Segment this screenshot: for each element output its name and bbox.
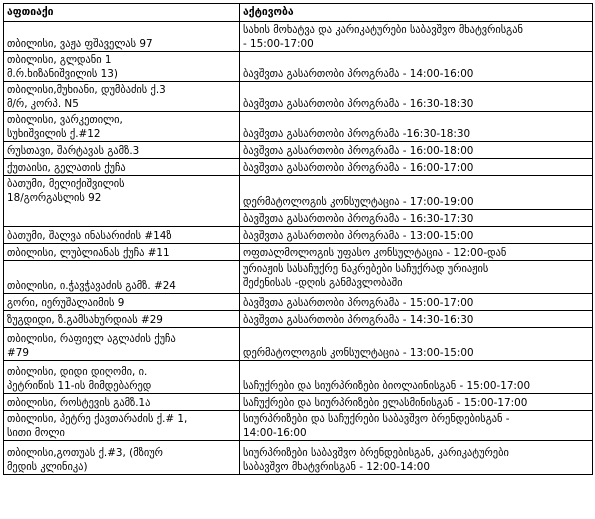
activity-cell: ბავშვთა გასართობი პროგრამა - 16:30-18:30 bbox=[240, 82, 593, 112]
activity-cell: სიურპრიზები საბავშვო ბრენდებისგან, კარიკატურები საბავშვო მხატვრისგან - 12:00-14:00 bbox=[240, 441, 593, 475]
location-cell: რუსთავი, შარტავას გამზ.3 bbox=[4, 142, 240, 159]
location-cell: ქუთაისი, გელათის ქუჩა bbox=[4, 159, 240, 176]
activity-cell: ბავშვთა გასართობი პროგრამა - 15:00-17:00 bbox=[240, 294, 593, 311]
activity-cell: ბავშვთა გასართობი პროგრამა - 16:00-18:00 bbox=[240, 142, 593, 159]
activity-cell: ბავშვთა გასართობი პროგრამა - 16:00-17:00 bbox=[240, 159, 593, 176]
location-cell: ბათუმი, მელიქიშვილის 18/გორგასლის 92 bbox=[4, 176, 240, 227]
location-cell: თბილისი,მუხიანი, დუმბაძის ქ.3 მ/რ, კორპ. N5 bbox=[4, 82, 240, 112]
location-cell: ბათუმი, შალვა ინასარიძის #14ზ bbox=[4, 227, 240, 244]
table-row bbox=[4, 261, 593, 294]
activity-cell: ბავშვთა გასართობი პროგრამა - 14:30-16:30 bbox=[240, 311, 593, 328]
header-activity: აქტივობა bbox=[240, 4, 593, 22]
activity-cell: ბავშვთა გასართობი პროგრამა - 13:00-15:00 bbox=[240, 227, 593, 244]
activity-cell: ურიაჟის სასაჩუქრე ნაკრებები საჩუქრად ურიაჟის შეძენისას -დღის განმავლობაში bbox=[240, 261, 593, 294]
location-cell: თბილისი, ვარკეთილი, სუხიშვილის ქ.#12 bbox=[4, 112, 240, 142]
activity-cell: საჩუქრები და სიურპრიზები ელასმინისგან - 15:00-17:00 bbox=[240, 394, 593, 411]
table-row bbox=[4, 361, 593, 394]
activity-cell: ოფთალმოლოგის უფასო კონსულტაცია - 12:00-დან bbox=[240, 244, 593, 261]
activity-cell: ბავშვთა გასართობი პროგრამა - 14:00-16:00 bbox=[240, 52, 593, 82]
activity-cell: საჩუქრები და სიურპრიზები ბიოლაინისგან - 15:00-17:00 bbox=[240, 361, 593, 394]
table-row bbox=[4, 328, 593, 361]
table-row bbox=[4, 294, 593, 311]
location-cell: თბილისი, ი.ჭავჭავაძის გამზ. #24 bbox=[4, 261, 240, 294]
activity-cell: დერმატოლოგის კონსულტაცია - 17:00-19:00 bbox=[240, 176, 593, 210]
activity-cell: დერმატოლოგის კონსულტაცია - 13:00-15:00 bbox=[240, 328, 593, 361]
location-cell: თბილისი, ვაჟა ფშაველას 97 bbox=[4, 22, 240, 52]
location-cell: თბილისი, პეტრე ქავთარაძის ქ.# 1, სითი მოლი bbox=[4, 411, 240, 441]
table-row bbox=[4, 244, 593, 261]
table-row bbox=[4, 176, 593, 210]
table-row bbox=[4, 411, 593, 441]
table-row bbox=[4, 22, 593, 52]
table-body bbox=[4, 22, 593, 475]
table-row bbox=[4, 52, 593, 82]
header-location: აფთიაქი bbox=[4, 4, 240, 22]
location-cell: ზუგდიდი, ზ.გამსახურდიას #29 bbox=[4, 311, 240, 328]
activity-cell: ბავშვთა გასართობი პროგრამა -16:30-18:30 bbox=[240, 112, 593, 142]
table-row bbox=[4, 142, 593, 159]
table-row bbox=[4, 311, 593, 328]
table-header bbox=[4, 4, 593, 22]
location-cell: გორი, იერუშალაიმის 9 bbox=[4, 294, 240, 311]
table-row bbox=[4, 227, 593, 244]
activity-cell: ბავშვთა გასართობი პროგრამა - 16:30-17:30 bbox=[240, 210, 593, 227]
header-row bbox=[4, 4, 593, 22]
location-cell: თბილისი, ლუბლიანას ქუჩა #11 bbox=[4, 244, 240, 261]
location-cell: თბილისი,გოთუას ქ.#3, (მზიურ მედის კლინიკა) bbox=[4, 441, 240, 475]
table-row bbox=[4, 394, 593, 411]
table-row bbox=[4, 441, 593, 475]
table-row bbox=[4, 82, 593, 112]
location-cell: თბილისი, როსტევის გამზ.1ა bbox=[4, 394, 240, 411]
activity-cell: სიურპრიზები და საჩუქრები საბავშვო ბრენდებისგან - 14:00-16:00 bbox=[240, 411, 593, 441]
activity-cell: სახის მოხატვა და კარიკატურები საბავშვო მხატვრისგან - 15:00-17:00 bbox=[240, 22, 593, 52]
table-row bbox=[4, 159, 593, 176]
table-row bbox=[4, 112, 593, 142]
location-cell: თბილისი, გლდანი 1 მ.რ.ხიზანიშვილის 13) bbox=[4, 52, 240, 82]
location-cell: თბილისი, რაფიელ აგლაძის ქუჩა #79 bbox=[4, 328, 240, 361]
pharmacy-activity-table bbox=[3, 3, 593, 475]
location-cell: თბილისი, დიდი დიღომი, ი. პეტრიწის 11-ის მიმდებარედ bbox=[4, 361, 240, 394]
